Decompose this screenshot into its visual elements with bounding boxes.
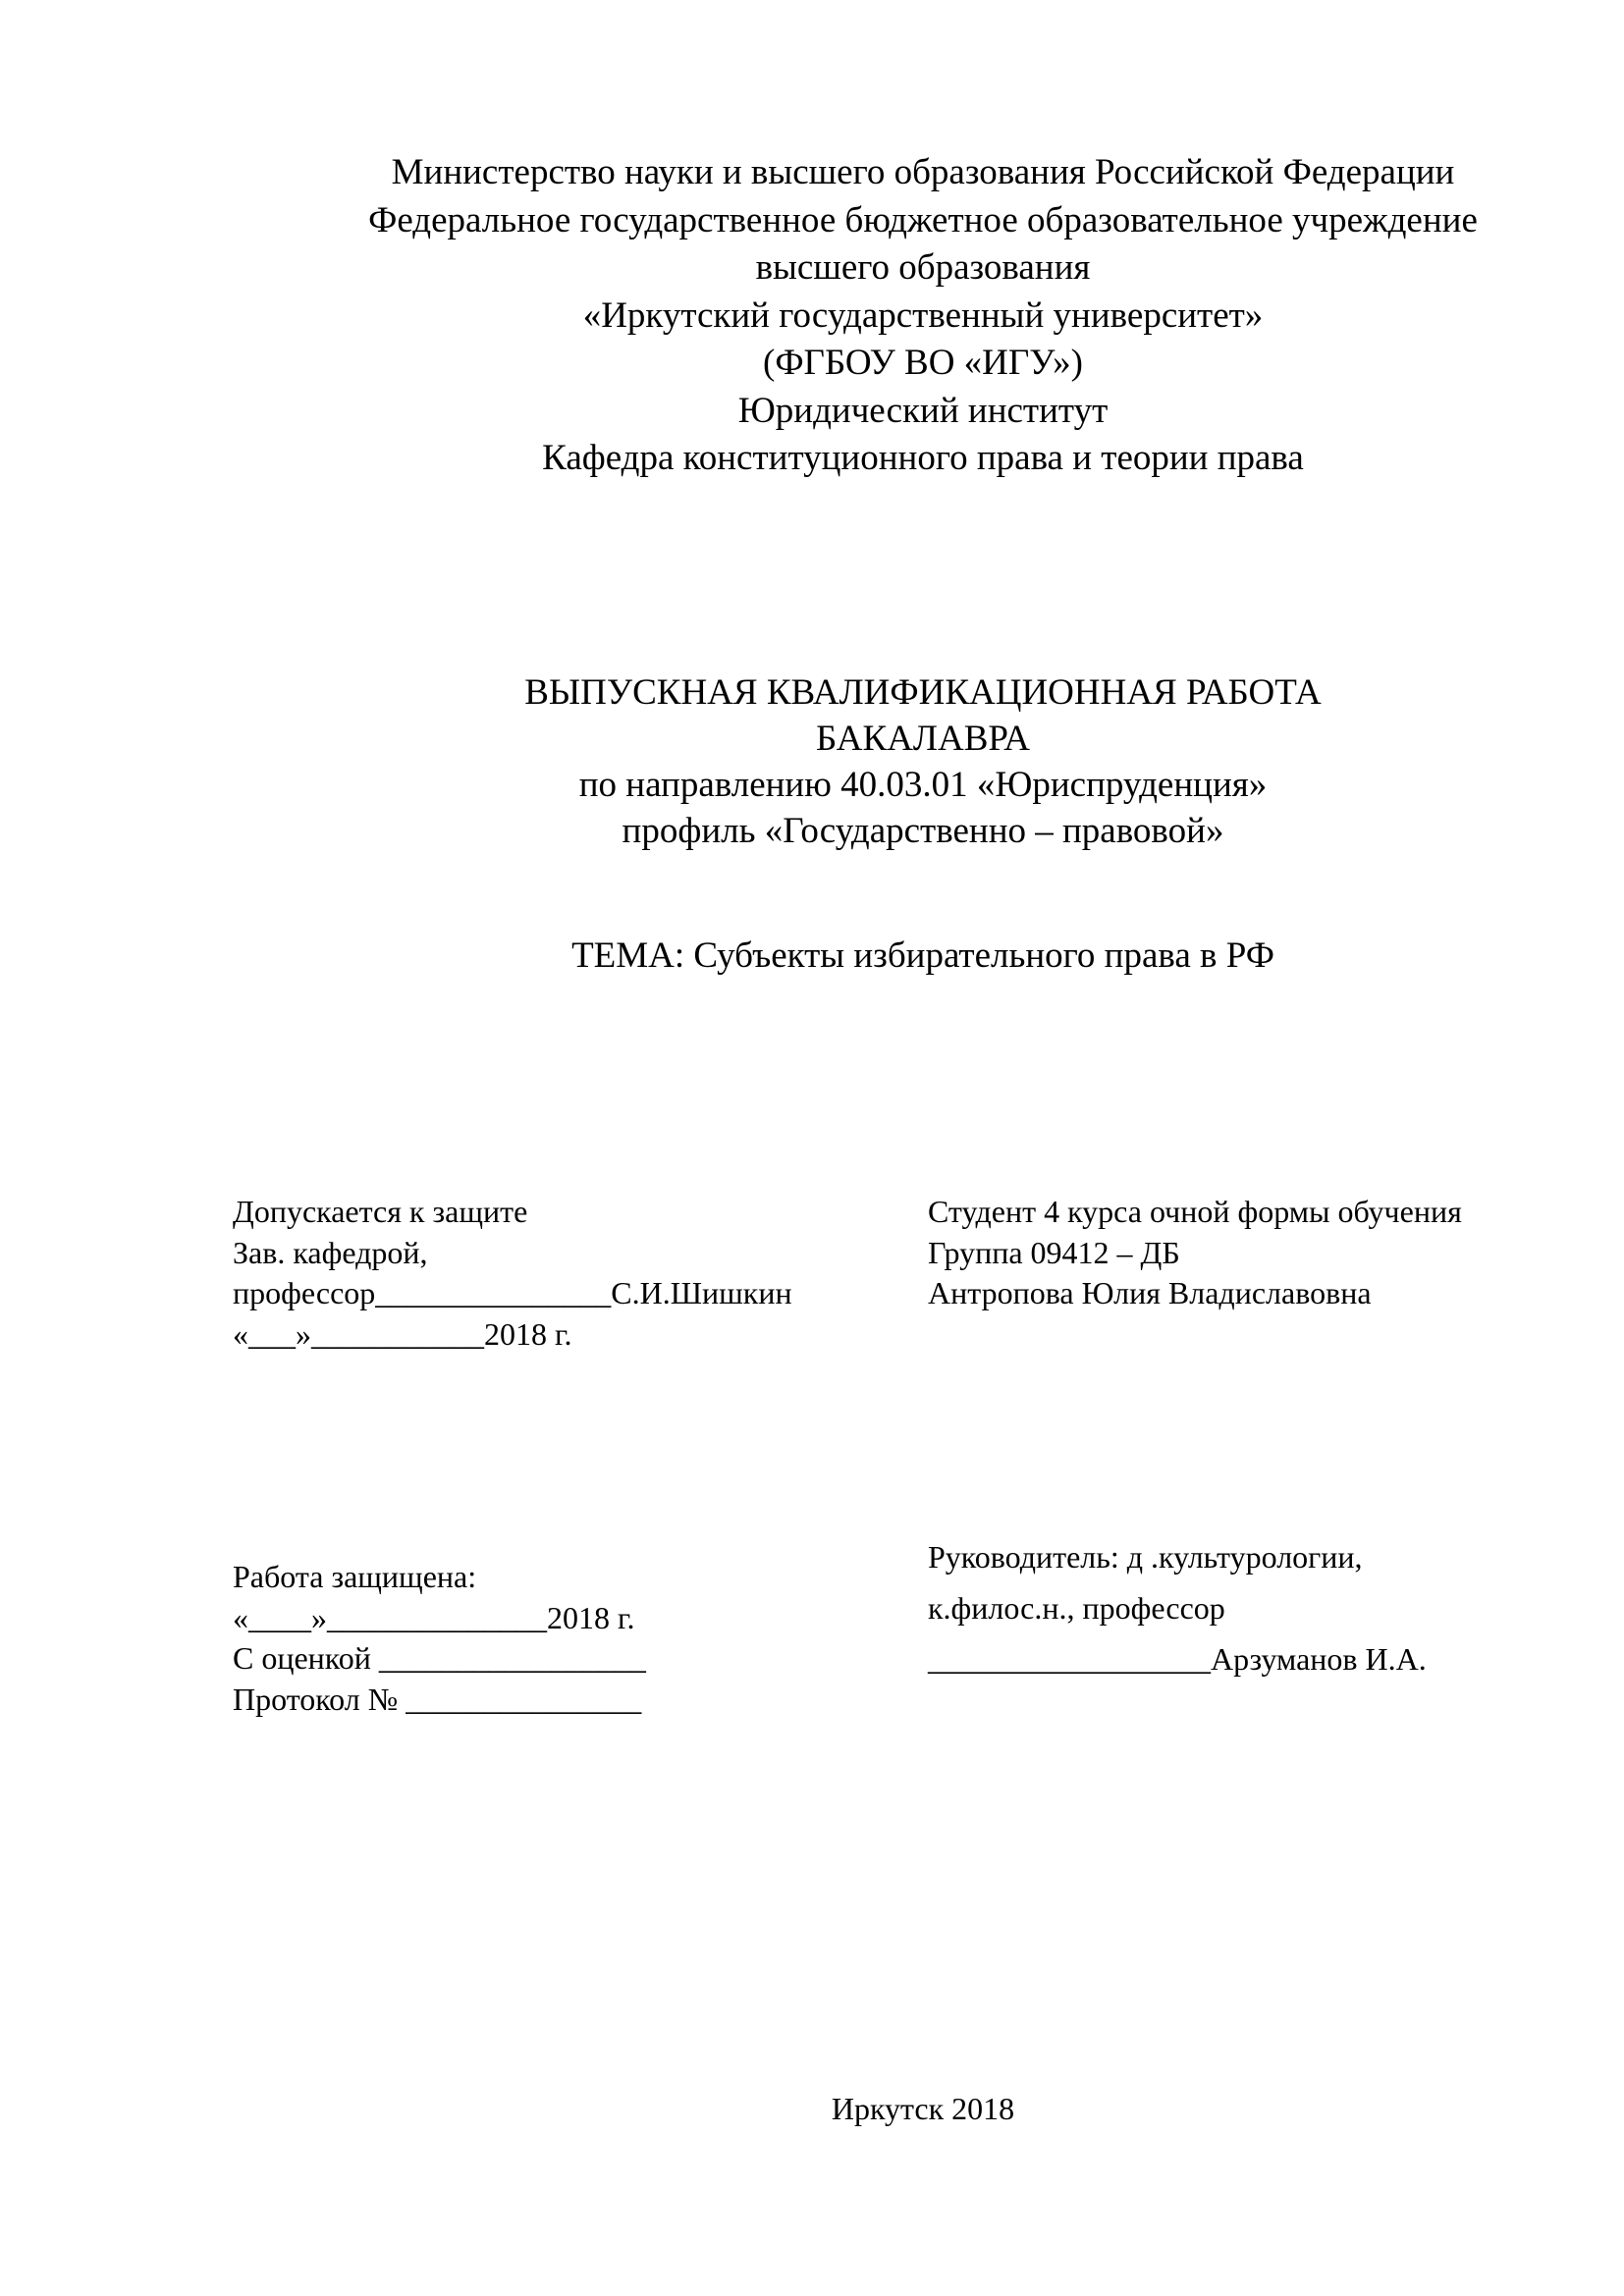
degree-line: БАКАЛАВРА: [816, 719, 1030, 759]
defense-heading: Работа защищена:: [233, 1559, 477, 1594]
department-head-signature-line: профессор_______________С.И.Шишкин: [233, 1275, 792, 1310]
supervisor-block: [928, 1531, 1427, 1684]
student-course-line: Студент 4 курса очной формы обучения: [928, 1194, 1462, 1229]
defense-date-line: «____»______________2018 г.: [233, 1599, 635, 1635]
admission-heading: Допускается к защите: [233, 1194, 528, 1229]
student-group-line: Группа 09412 – ДБ: [928, 1234, 1180, 1270]
grade-line: С оценкой _________________: [233, 1640, 646, 1676]
university-name-line: «Иркутский государственный университет»: [582, 294, 1264, 336]
thesis-topic: ТЕМА: Субъекты избирательного права в РФ: [571, 935, 1274, 976]
defense-block: [233, 1557, 646, 1720]
supervisor-degree-line: Руководитель: д .культурологии,: [928, 1539, 1363, 1575]
institution-header: [295, 149, 1551, 483]
profile-line: профиль «Государственно – правовой»: [622, 811, 1224, 851]
admission-block: [233, 1192, 792, 1355]
university-abbreviation-line: (ФГБОУ ВО «ИГУ»): [763, 343, 1083, 383]
department-line: Кафедра конституционного права и теории права: [542, 438, 1304, 478]
education-level-line: высшего образования: [755, 247, 1091, 288]
city-year: Иркутск 2018: [831, 2091, 1015, 2126]
supervisor-title-line: к.филос.н., профессор: [928, 1590, 1225, 1626]
supervisor-signature-line: __________________Арзуманов И.А.: [928, 1641, 1427, 1677]
protocol-line: Протокол № _______________: [233, 1681, 642, 1717]
admission-date-line: «___»___________2018 г.: [233, 1315, 572, 1352]
institution-type-line: Федеральное государственное бюджетное образовательное учреждение: [368, 199, 1478, 240]
direction-line: по направлению 40.03.01 «Юриспруденция»: [578, 765, 1268, 805]
student-block: [928, 1192, 1462, 1314]
institute-line: Юридический институт: [737, 390, 1109, 431]
thesis-type-line: ВЫПУСКНАЯ КВАЛИФИКАЦИОННАЯ РАБОТА: [524, 672, 1322, 713]
thesis-title-block: [412, 669, 1434, 854]
department-head-label: Зав. кафедрой,: [233, 1234, 428, 1270]
student-name-line: Антропова Юлия Владиславовна: [928, 1275, 1372, 1310]
ministry-line: Министерство науки и высшего образования Российской Федерации: [391, 152, 1455, 192]
